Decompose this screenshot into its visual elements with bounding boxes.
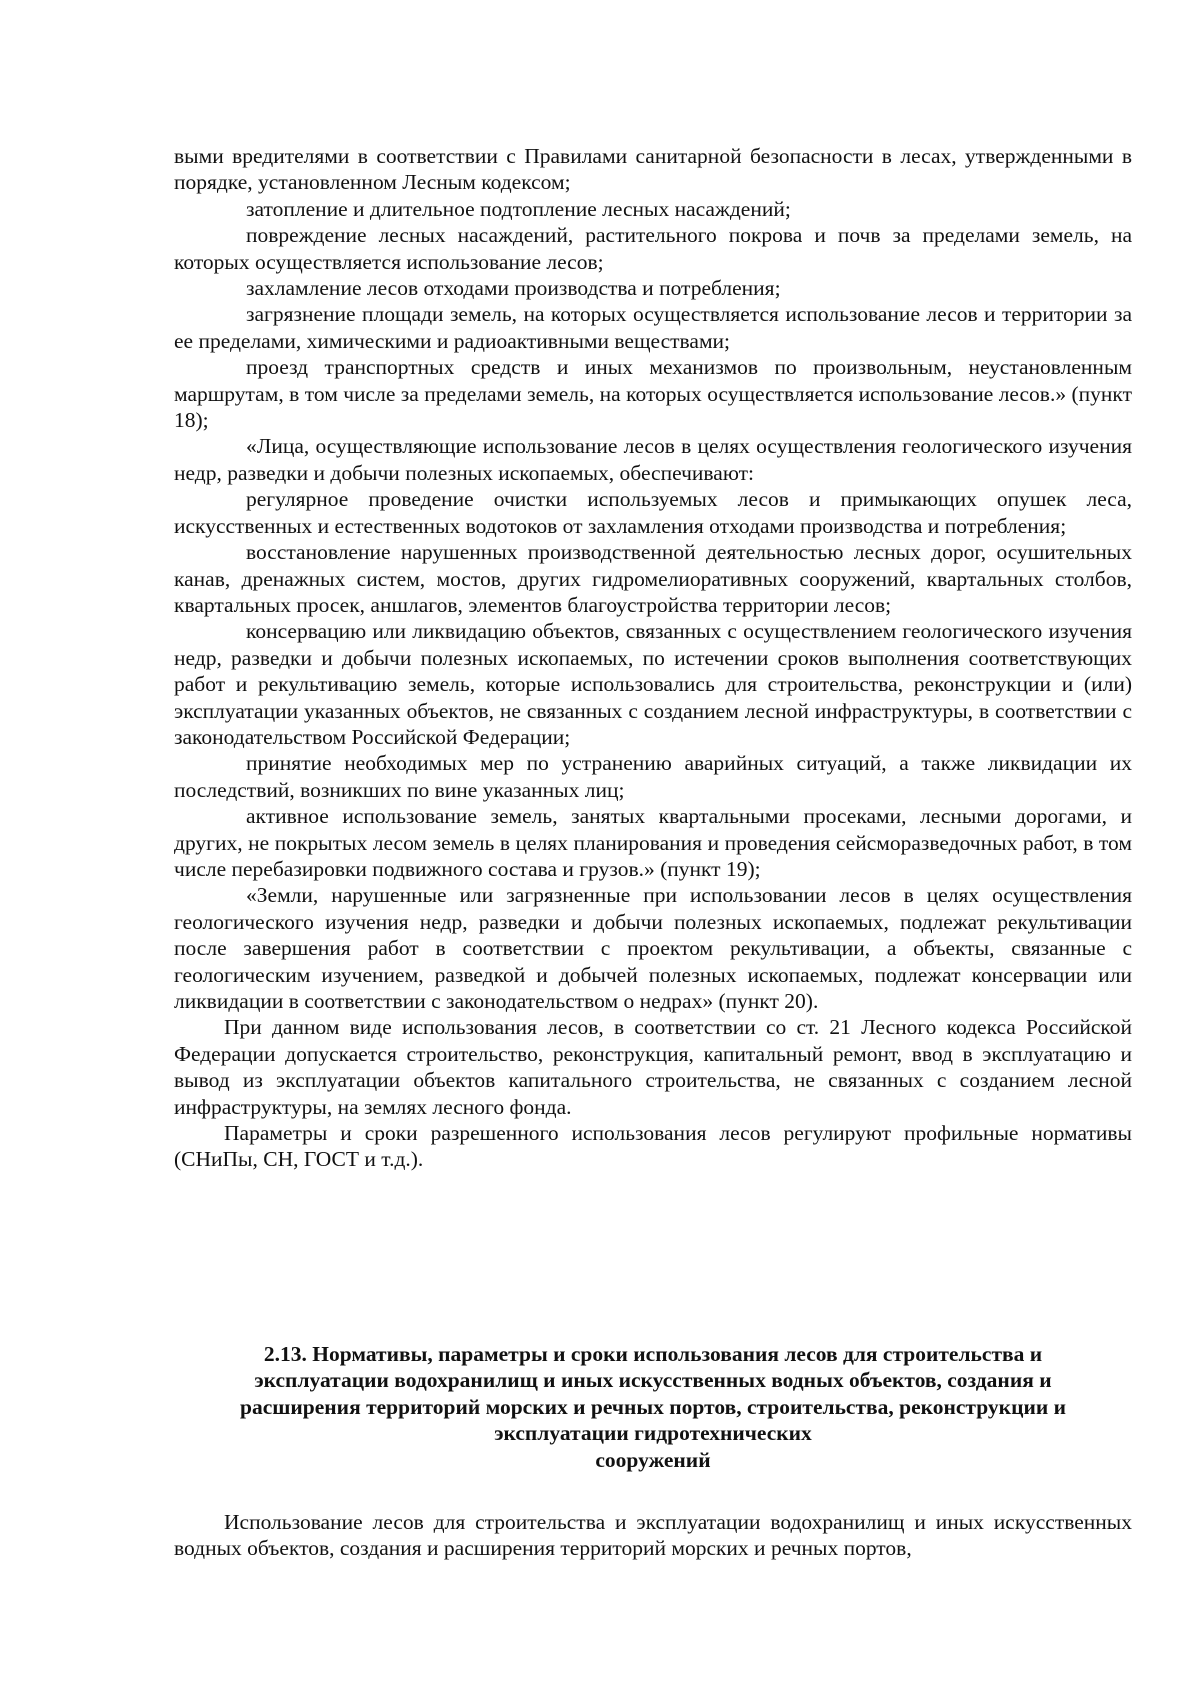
paragraph-conservation: консервацию или ликвидацию объектов, связанных с осуществлением геологического изучения недр, разведки и добычи полезных ископаемых, по истечении сроков выполнения соответствующих работ и рекультивацию земель, которые использовались для строительства, реконструкции и (или) эксплуатации указанных объектов, не связанных с созданием лесной инфраструктуры, в соответствии с законодательством Российской Федерации; — [174, 619, 1132, 749]
section-heading — [174, 1341, 1132, 1473]
closing-text — [174, 1509, 1132, 1562]
paragraph-persons: «Лица, осуществляющие использование лесов в целях осуществления геологического изучения недр, разведки и добычи полезных ископаемых, обеспечивают: — [174, 434, 1132, 485]
paragraph-vehicles: проезд транспортных средств и иных механизмов по произвольным, неустановленным маршрутам, в том числе за пределами земель, на которых осуществляется использование лесов.» (пункт 18); — [174, 355, 1132, 433]
section-heading-line: расширения территорий морских и речных портов, строительства, реконструкции и — [240, 1394, 1066, 1419]
paragraph-pollution: загрязнение площади земель, на которых осуществляется использование лесов и территории за ее пределами, химическими и радиоактивными веществами; — [174, 302, 1132, 353]
paragraph-continuation: выми вредителями в соответствии с Правилами санитарной безопасности в лесах, утвержденными в порядке, установленном Лесным кодексом; — [174, 144, 1132, 195]
paragraph-active-use: активное использование земель, занятых квартальными просеками, лесными дорогами, и других, не покрытых лесом земель в целях планирования и проведения сейсморазведочных работ, в том числе перебазировки подвижного состава и грузов.» (пункт 19); — [174, 804, 1132, 881]
paragraph-littering: захламление лесов отходами производства и потребления; — [246, 276, 781, 301]
paragraph-restoration: восстановление нарушенных производственной деятельностью лесных дорог, осушительных канав, дренажных систем, мостов, других гидромелиоративных сооружений, квартальных столбов, квартальных просек, аншлагов, элементов благоустройства территории лесов; — [174, 540, 1132, 617]
paragraph-flooding: затопление и длительное подтопление лесных насаждений; — [246, 196, 791, 221]
paragraph-closing: Использование лесов для строительства и эксплуатации водохранилищ и иных искусственных водных объектов, создания и расширения территорий морских и речных портов, — [174, 1510, 1132, 1561]
section-heading-line: 2.13. Нормативы, параметры и сроки использования лесов для строительства и — [263, 1342, 1043, 1366]
paragraph-lands: «Земли, нарушенные или загрязненные при использовании лесов в целях осуществления геологического изучения недр, разведки и добычи полезных ископаемых, подлежат рекультивации после завершения работ в соответствии с проектом рекультивации, а объекты, связанные с геологическим изучением, разведкой и добычей полезных ископаемых, подлежат консервации или ликвидации в соответствии с законодательством о недрах» (пункт 20). — [174, 883, 1132, 1013]
body-text — [174, 143, 1132, 1173]
paragraph-parameters: Параметры и сроки разрешенного использования лесов регулируют профильные нормативы (СНиПы, СН, ГОСТ и т.д.). — [174, 1121, 1132, 1172]
section-heading-line: сооружений — [595, 1447, 711, 1472]
paragraph-emergency: принятие необходимых мер по устранению аварийных ситуаций, а также ликвидации их последствий, возникших по вине указанных лиц; — [174, 751, 1132, 802]
paragraph-cleaning: регулярное проведение очистки используемых лесов и примыкающих опушек леса, искусственных и естественных водотоков от захламления отходами производства и потребления; — [174, 487, 1132, 538]
section-heading-line: эксплуатации водохранилищ и иных искусственных водных объектов, создания и — [254, 1368, 1052, 1393]
section-heading-line: эксплуатации гидротехнических — [494, 1421, 812, 1446]
paragraph-construction: При данном виде использования лесов, в соответствии со ст. 21 Лесного кодекса Российской Федерации допускается строительство, реконструкция, капитальный ремонт, ввод в эксплуатацию и вывод из эксплуатации объектов капитального строительства, не связанных с созданием лесной инфраструктуры, на землях лесного фонда. — [174, 1015, 1132, 1119]
paragraph-damage: повреждение лесных насаждений, растительного покрова и почв за пределами земель, на которых осуществляется использование лесов; — [174, 223, 1132, 274]
